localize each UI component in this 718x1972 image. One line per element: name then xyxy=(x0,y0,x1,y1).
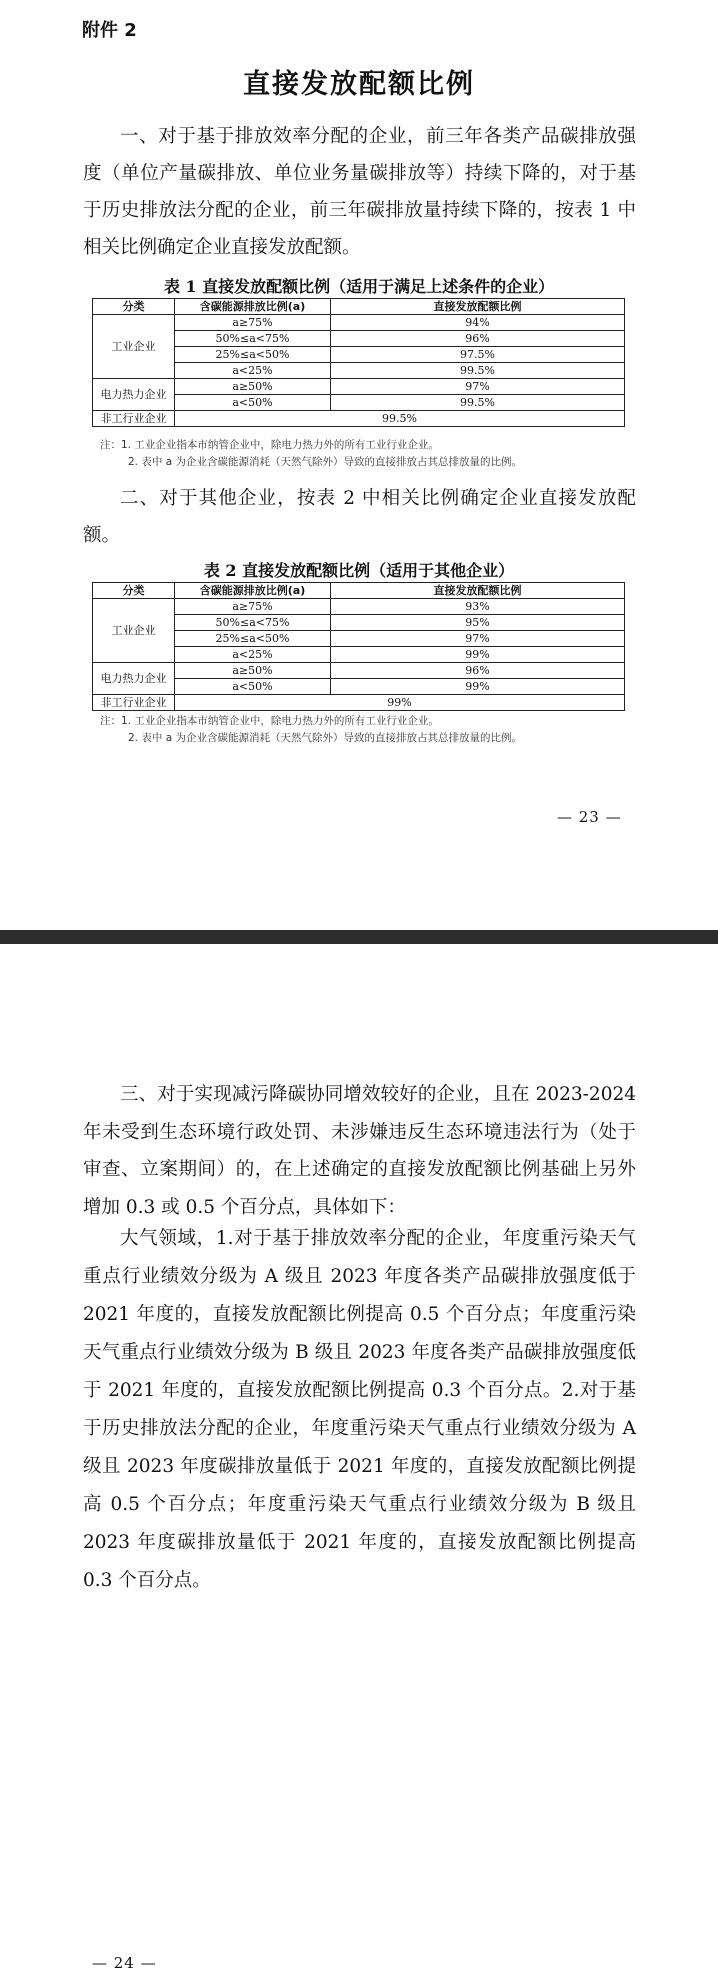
cell-allocation: 97% xyxy=(331,631,625,647)
cell-allocation: 97% xyxy=(331,379,625,395)
cell-ratio: a≥50% xyxy=(175,379,331,395)
cell-allocation: 99.5% xyxy=(175,411,625,427)
cell-allocation: 96% xyxy=(331,663,625,679)
cell-allocation: 99% xyxy=(331,679,625,695)
category-non-industrial: 非工行业企业 xyxy=(93,411,175,427)
cell-ratio: 25%≤a<50% xyxy=(175,631,331,647)
table-2 xyxy=(92,582,625,711)
cell-ratio: a≥50% xyxy=(175,663,331,679)
category-power: 电力热力企业 xyxy=(93,663,175,695)
category-industrial: 工业企业 xyxy=(93,315,175,379)
table-row xyxy=(93,695,625,711)
paragraph-2: 二、对于其他企业，按表 2 中相关比例确定企业直接发放配额。 xyxy=(83,488,636,546)
table-1 xyxy=(92,298,625,427)
table-row xyxy=(93,599,625,615)
paragraph-3: 三、对于实现减污降碳协同增效较好的企业，且在 2023-2024 年未受到生态环境行政处罚、未涉嫌违反生态环境违法行为（处于审查、立案期间）的，在上述确定的直接发放配额比例基础上另外增加 0.3 或 0.5 个百分点，具体如下： xyxy=(83,1084,636,1218)
category-non-industrial: 非工行业企业 xyxy=(93,695,175,711)
table-2-note-1: 注：1. 工业企业指本市纳管企业中，除电力热力外的所有工业行业企业。 xyxy=(100,715,439,727)
document-page-24 xyxy=(0,944,718,1971)
cell-allocation: 97.5% xyxy=(331,347,625,363)
cell-ratio: a≥75% xyxy=(175,315,331,331)
table-row xyxy=(93,315,625,331)
header-category: 分类 xyxy=(93,299,175,315)
table-2-caption: 表 2 直接发放配额比例（适用于其他企业） xyxy=(203,561,515,580)
table-2-note-2: 2. 表中 a 为企业含碳能源消耗（天然气除外）导致的直接排放占其总排放量的比例。 xyxy=(128,732,522,744)
header-emission-ratio: 含碳能源排放比例(a) xyxy=(175,299,331,315)
table-header-row xyxy=(93,299,625,315)
cell-ratio: a<50% xyxy=(175,395,331,411)
table-row xyxy=(93,663,625,679)
table-row xyxy=(93,379,625,395)
cell-allocation: 99.5% xyxy=(331,363,625,379)
cell-allocation: 96% xyxy=(331,331,625,347)
cell-ratio: 50%≤a<75% xyxy=(175,615,331,631)
page-separator xyxy=(0,930,718,944)
cell-ratio: a≥75% xyxy=(175,599,331,615)
cell-allocation: 95% xyxy=(331,615,625,631)
paragraph-4: 大气领域，1.对于基于排放效率分配的企业，年度重污染天气重点行业绩效分级为 A 级且 2023 年度各类产品碳排放强度低于 2021 年度的，直接发放配额比例提高 0.5 个百分点；年度重污染天气重点行业绩效分级为 B 级且 2023 年度各类产品碳排放强度低于 2021 年度的，直接发放配额比例提高 0.3 个百分点。2.对于基于历史排放法分配的企业，年度重污染天气重点行业绩效分级为 A 级且 2023 年度碳排放量低于 2021 年度的，直接发放配额比例提高 0.5 个百分点；年度重污染天气重点行业绩效分级为 B 级且 2023 年度碳排放量低于 2021 年度的，直接发放配额比例提高 0.3 个百分点。 xyxy=(83,1228,636,1591)
header-category: 分类 xyxy=(93,583,175,599)
page-number: — 24 — xyxy=(92,1954,157,1972)
document-page-23 xyxy=(0,0,718,930)
header-emission-ratio: 含碳能源排放比例(a) xyxy=(175,583,331,599)
category-power: 电力热力企业 xyxy=(93,379,175,411)
cell-allocation: 94% xyxy=(331,315,625,331)
cell-ratio: 25%≤a<50% xyxy=(175,347,331,363)
table-1-caption: 表 1 直接发放配额比例（适用于满足上述条件的企业） xyxy=(163,277,555,296)
cell-allocation: 99% xyxy=(331,647,625,663)
cell-allocation: 99% xyxy=(175,695,625,711)
attachment-label: 附件 2 xyxy=(82,20,137,41)
cell-allocation: 99.5% xyxy=(331,395,625,411)
cell-allocation: 93% xyxy=(331,599,625,615)
cell-ratio: a<25% xyxy=(175,363,331,379)
cell-ratio: 50%≤a<75% xyxy=(175,331,331,347)
category-industrial: 工业企业 xyxy=(93,599,175,663)
header-allocation-ratio: 直接发放配额比例 xyxy=(331,299,625,315)
table-1-note-2: 2. 表中 a 为企业含碳能源消耗（天然气除外）导致的直接排放占其总排放量的比例。 xyxy=(128,456,522,468)
header-allocation-ratio: 直接发放配额比例 xyxy=(331,583,625,599)
page-number: — 23 — xyxy=(557,808,622,826)
table-1-note-1: 注：1. 工业企业指本市纳管企业中，除电力热力外的所有工业行业企业。 xyxy=(100,439,439,451)
table-row xyxy=(93,411,625,427)
cell-ratio: a<25% xyxy=(175,647,331,663)
cell-ratio: a<50% xyxy=(175,679,331,695)
document-title: 直接发放配额比例 xyxy=(243,69,475,100)
paragraph-1: 一、对于基于排放效率分配的企业，前三年各类产品碳排放强度（单位产量碳排放、单位业务量碳排放等）持续下降的，对于基于历史排放法分配的企业，前三年碳排放量持续下降的，按表 1 中相关比例确定企业直接发放配额。 xyxy=(83,126,636,258)
table-header-row xyxy=(93,583,625,599)
